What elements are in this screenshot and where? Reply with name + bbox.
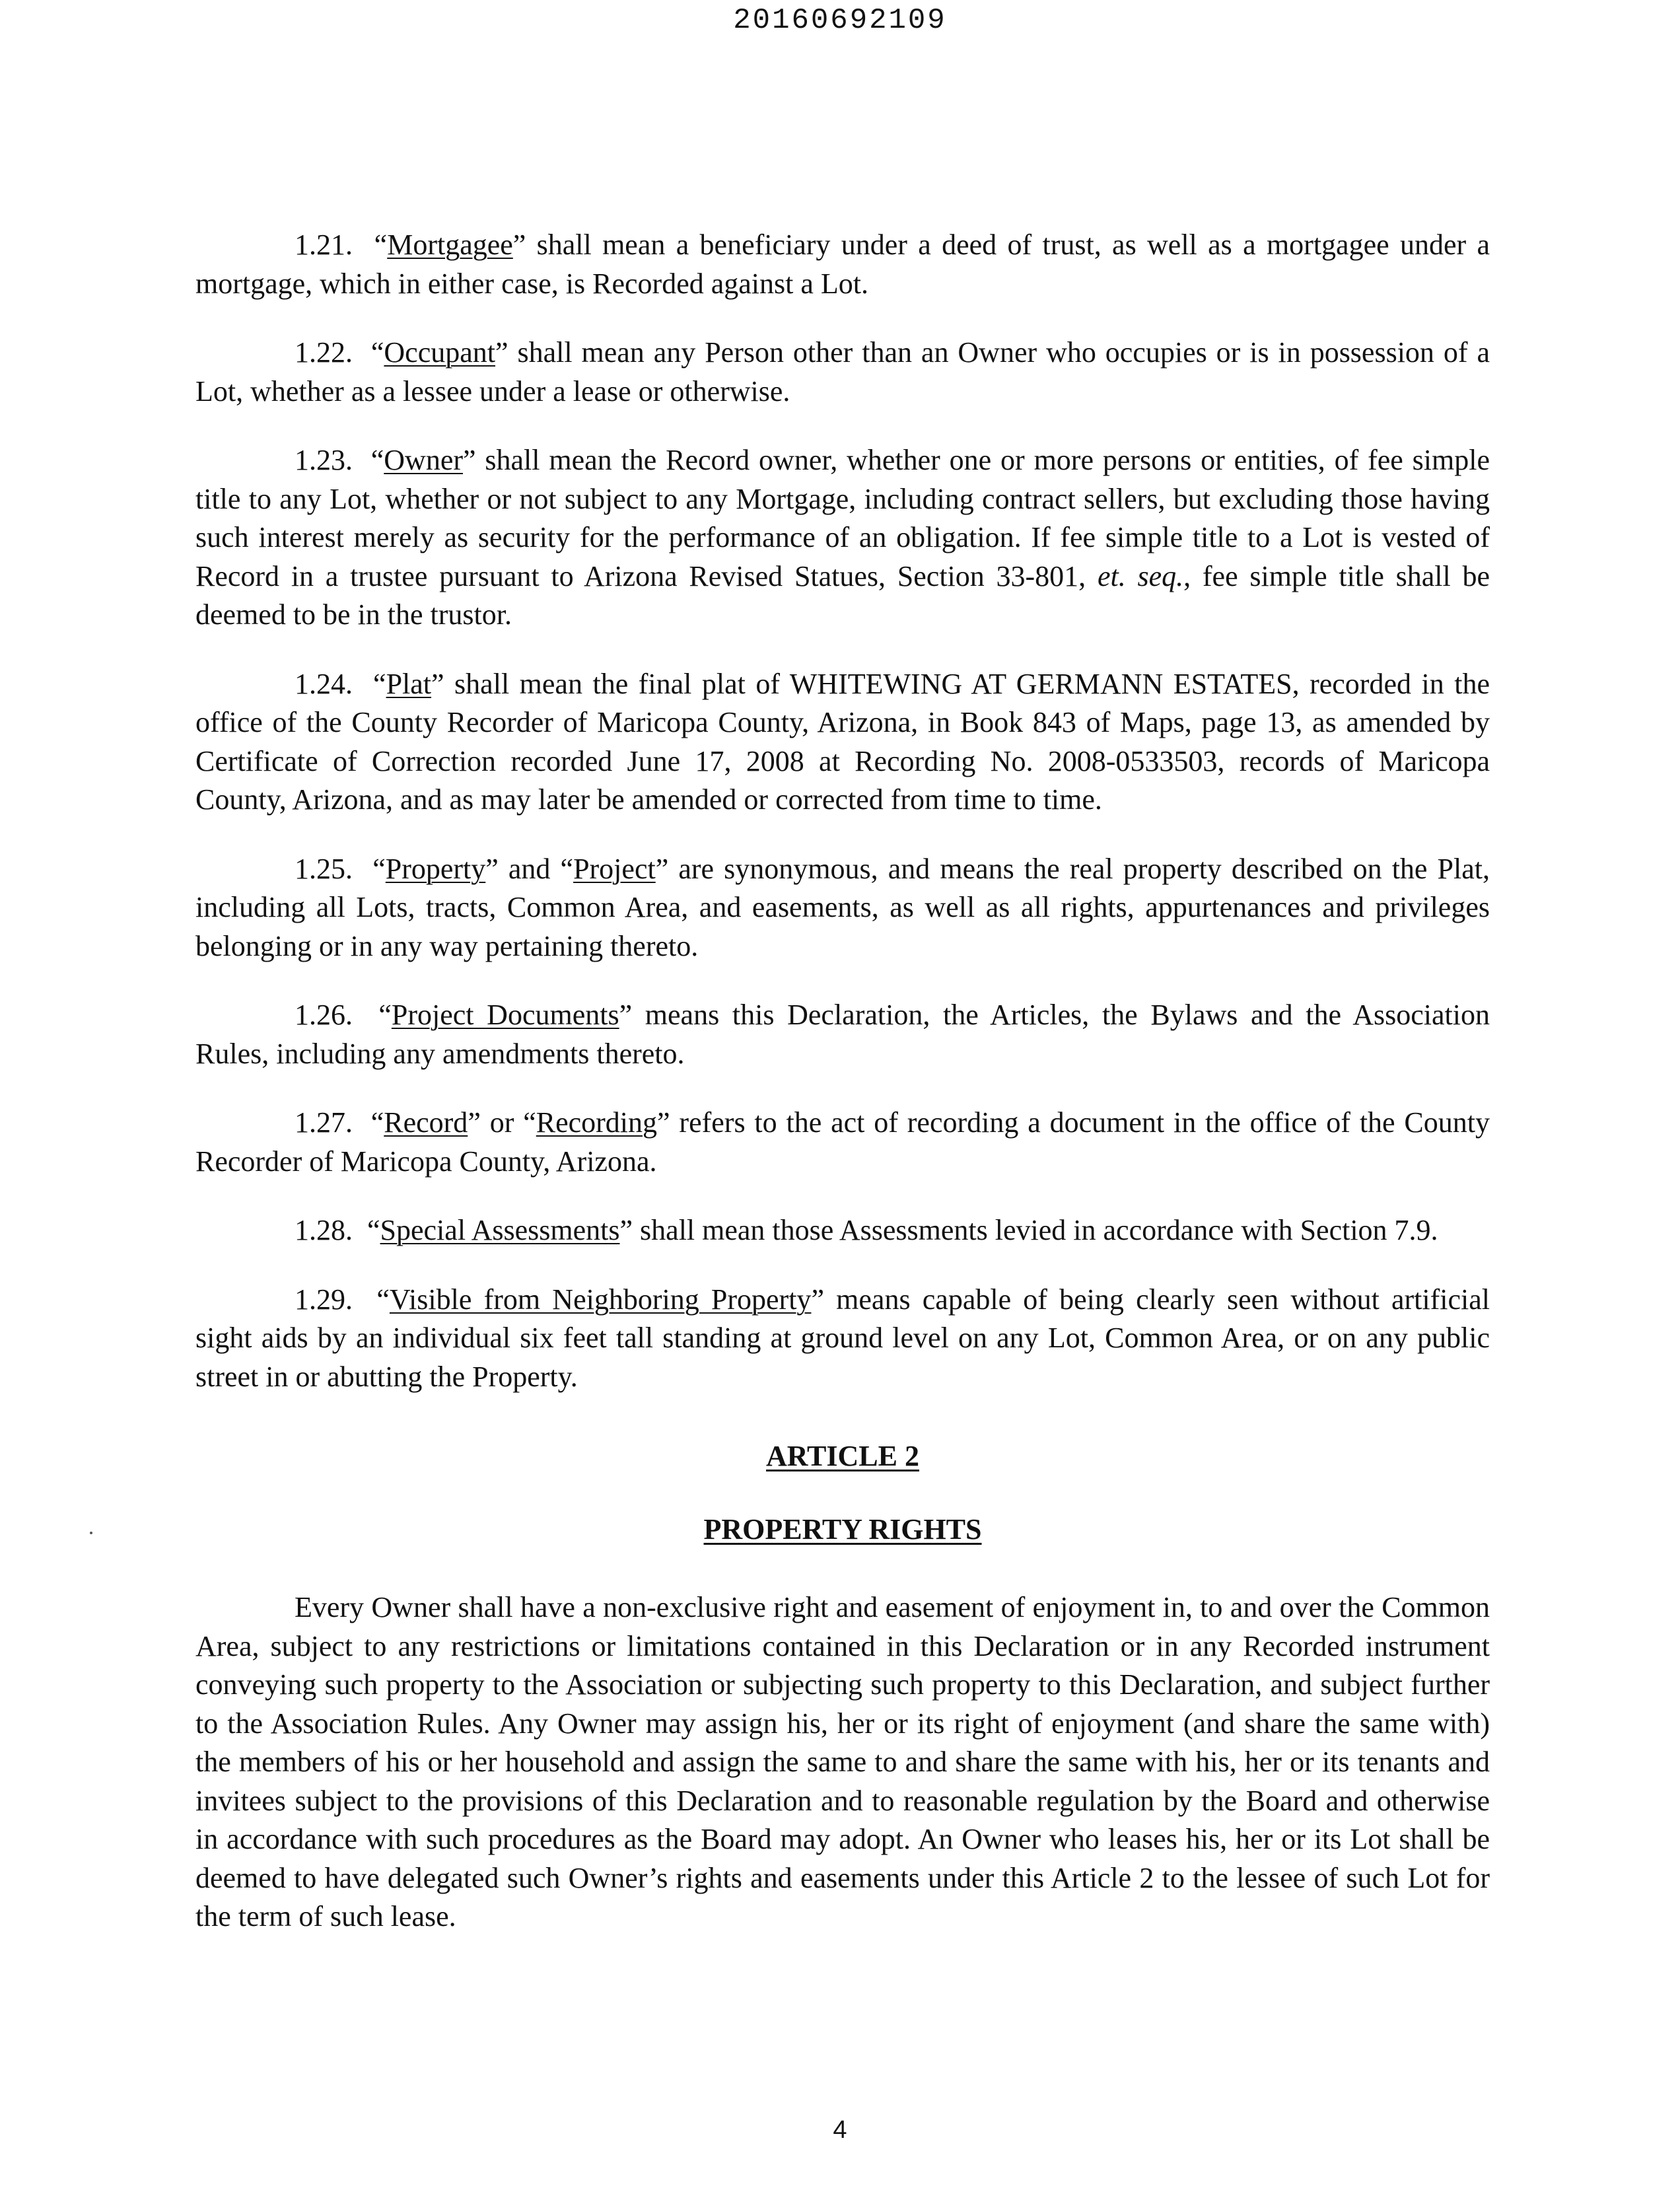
open-quote: “: [376, 1283, 390, 1316]
open-quote: “: [374, 229, 388, 261]
definition-text: ” shall mean those Assessments levied in accordance with Section 7.9.: [619, 1214, 1438, 1246]
defined-term-owner: Owner: [384, 444, 463, 476]
defined-term-plat: Plat: [386, 667, 432, 700]
defined-term-mortgagee: Mortgagee: [387, 229, 513, 261]
open-quote: “: [373, 667, 386, 700]
defined-term-recording: Recording: [536, 1106, 658, 1139]
article-2-body: Every Owner shall have a non-exclusive right and easement of enjoyment in, to and over the Common Area, subject to any restrictions or limitations contained in this Declaration or in any Recorded instrument conveying such property to the Association or subjecting such property to this Declaration, and subject further to the Association Rules. Any Owner may assign his, her or its right of enjoyment (and share the same with) the members of his or her household and assign the same to and share the same with his, her or its tenants and invitees subject to the provisions of this Declaration and to reasonable regulation by the Board and otherwise in accordance with such procedures as the Board may adopt. An Owner who leases his, her or its Lot shall be deemed to have delegated such Owner’s rights and easements under this Article 2 to the lessee of such Lot for the term of such lease.: [195, 1591, 1490, 1932]
definition-text: ” shall mean the Record owner, whether one or more persons or entities, of fee simple title to any Lot, whether or not subject to any Mortgage, including contract sellers, but excluding those having such interest merely as security for the performance of an obligation. If fee simple title to a Lot is vested of Record in a trustee pursuant to Arizona Revised Statues, Section 33-801,: [195, 444, 1490, 592]
open-quote: “: [370, 444, 384, 476]
page-number: 4: [833, 2116, 847, 2144]
open-quote: “: [370, 1106, 384, 1139]
definition-1-22: [195, 334, 1490, 411]
article-heading: ARTICLE 2: [766, 1440, 919, 1472]
defined-term-visible-from-neighboring-property: Visible from Neighboring Property: [389, 1283, 812, 1316]
conjunction: ” or “: [468, 1106, 536, 1139]
definition-1-27: [195, 1104, 1490, 1181]
section-number: 1.22.: [295, 336, 353, 369]
section-number: 1.27.: [295, 1106, 353, 1139]
definition-1-29: [195, 1281, 1490, 1397]
scan-speck: [90, 1532, 92, 1534]
definition-1-24: [195, 665, 1490, 820]
definition-text: ” are synonymous, and means the real property described on the Plat, including all Lots, tracts, Common Area, and easements, as well as all rights, appurtenances and privileges belonging or in any way pertaining thereto.: [195, 852, 1490, 962]
section-number: 1.23.: [295, 444, 353, 476]
definition-text: ” shall mean a beneficiary under a deed of trust, as well as a mortgagee under a mortgage, which in either case, is Recorded against a Lot.: [195, 229, 1490, 300]
definition-1-28: [195, 1211, 1490, 1250]
italic-citation: et. seq.: [1097, 559, 1184, 592]
definition-text-end: , fee simple title shall be deemed to be in the trustor.: [195, 559, 1490, 631]
defined-term-record: Record: [384, 1106, 468, 1139]
open-quote: “: [372, 852, 386, 885]
section-number: 1.28.: [295, 1214, 353, 1246]
section-number: 1.29.: [295, 1283, 353, 1316]
defined-term-project: Project: [573, 852, 656, 885]
section-number: 1.25.: [295, 852, 353, 885]
article-title: PROPERTY RIGHTS: [703, 1512, 982, 1545]
document-body: [195, 226, 1490, 1967]
open-quote: “: [378, 999, 392, 1031]
defined-term-project-documents: Project Documents: [391, 999, 619, 1031]
open-quote: “: [370, 336, 384, 369]
definition-1-21: [195, 226, 1490, 303]
defined-term-occupant: Occupant: [384, 336, 495, 369]
definition-1-26: [195, 996, 1490, 1073]
definition-text: ” shall mean any Person other than an Owner who occupies or is in possession of a Lot, whether as a lessee under a lease or otherwise.: [195, 336, 1490, 408]
open-quote: “: [367, 1214, 380, 1246]
definition-text: ” means this Declaration, the Articles, the Bylaws and the Association Rules, including any amendments thereto.: [195, 999, 1490, 1070]
section-number: 1.21.: [295, 229, 353, 261]
definition-text: ” means capable of being clearly seen without artificial sight aids by an individual six feet tall standing at ground level on any Lot, Common Area, or on any public street in or abutting the Property.: [195, 1283, 1490, 1393]
definition-text: ” shall mean the final plat of WHITEWING AT GERMANN ESTATES, recorded in the office of the County Recorder of Maricopa County, Arizona, in Book 843 of Maps, page 13, as amended by Certificate of Correction recorded June 17, 2008 at Recording No. 2008-0533503, records of Maricopa County, Arizona, and as may later be amended or corrected from time to time.: [195, 667, 1490, 816]
defined-term-special-assessments: Special Assessments: [380, 1214, 620, 1246]
definition-1-25: [195, 850, 1490, 966]
document-number: 20160692109: [733, 4, 947, 37]
defined-term-property: Property: [385, 852, 486, 885]
conjunction: ” and “: [485, 852, 574, 885]
section-number: 1.24.: [295, 667, 353, 700]
section-number: 1.26.: [295, 999, 353, 1031]
definition-1-23: [195, 441, 1490, 635]
definition-text: ” refers to the act of recording a document in the office of the County Recorder of Maricopa County, Arizona.: [195, 1106, 1490, 1178]
